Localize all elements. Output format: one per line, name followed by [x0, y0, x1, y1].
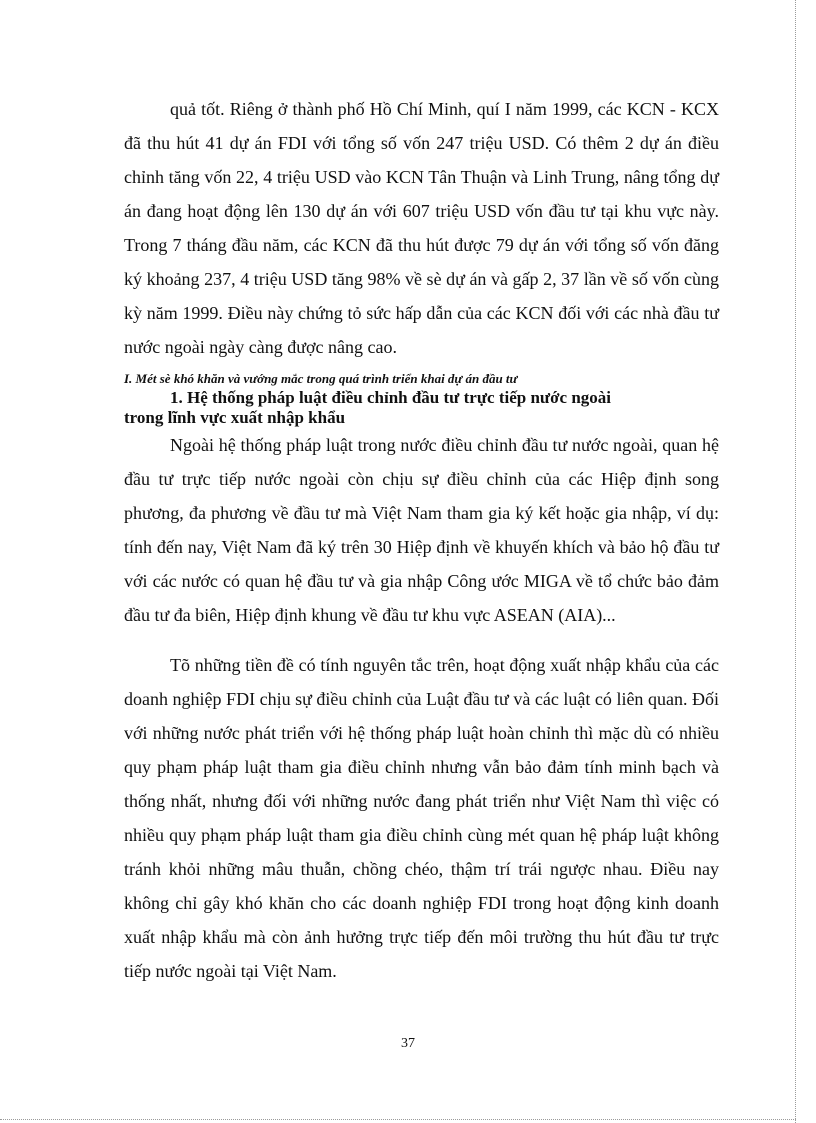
subheading-line-1: 1. Hệ thống pháp luật điều chỉnh đầu tư trực tiếp nước ngoài	[170, 388, 612, 407]
paragraph-continued: quả tốt. Riêng ở thành phố Hồ Chí Minh, quí I năm 1999, các KCN - KCX đã thu hút 41 dự án FDI với tổng số vốn 247 triệu USD. Có thêm 2 dự án điều chỉnh tăng vốn 22, 4 triệu USD vào KCN Tân Thuận và Linh Trung, nâng tổng dự án đang hoạt động lên 130 dự án với 607 triệu USD vốn đầu tư tại khu vực này. Trong 7 tháng đầu năm, các KCN đã thu hút được 79 dự án với tổng số vốn đăng ký khoảng 237, 4 triệu USD tăng 98% về sè dự án và gấp 2, 37 lần về số vốn cùng kỳ năm 1999. Điều này chứng tỏ sức hấp dẫn của các KCN đối với các nhà đầu tư nước ngoài ngày càng được nâng cao.	[124, 99, 719, 357]
page-number: 37	[401, 1036, 415, 1051]
section-heading: I. Mét sè khó khăn và vướng mắc trong quá trình triển khai dự án đầu tư	[124, 371, 518, 386]
paragraph-fdi-regulation: Tõ những tiền đề có tính nguyên tắc trên, hoạt động xuất nhập khẩu của các doanh nghiệp FDI chịu sự điều chỉnh của Luật đầu tư và các luật có liên quan. Đối với những nước phát triển với hệ thống pháp luật hoàn chỉnh thì mặc dù có nhiều quy phạm pháp luật tham gia điều chỉnh nhưng vẫn bảo đảm tính minh bạch và thống nhất, nhưng đối với những nước đang phát triển như Việt Nam thì việc có nhiều quy phạm pháp luật tham gia điều chỉnh cùng mét quan hệ pháp luật không tránh khỏi những mâu thuẫn, chồng chéo, thậm trí trái ngược nhau. Điều nay không chỉ gây khó khăn cho các doanh nghiệp FDI trong hoạt động kinh doanh xuất nhập khẩu mà còn ảnh hưởng trực tiếp đến môi trường thu hút đầu tư trực tiếp nước ngoài tại Việt Nam.	[124, 655, 719, 981]
document-body	[124, 92, 719, 988]
page-border-bottom	[0, 1119, 796, 1120]
subheading	[124, 388, 719, 428]
page-border-right	[795, 0, 796, 1123]
subheading-line-2: trong lĩnh vực xuất nhập khẩu	[124, 408, 346, 427]
paragraph-legal-framework: Ngoài hệ thống pháp luật trong nước điều chỉnh đầu tư nước ngoài, quan hệ đầu tư trực tiếp nước ngoài còn chịu sự điều chỉnh của các Hiệp định song phương, đa phương về đầu tư mà Việt Nam tham gia ký kết hoặc gia nhập, ví dụ: tính đến nay, Việt Nam đã ký trên 30 Hiệp định về khuyến khích và bảo hộ đầu tư với các nước có quan hệ đầu tư và gia nhập Công ước MIGA về tổ chức bảo đảm đầu tư đa biên, Hiệp định khung về đầu tư khu vực ASEAN (AIA)...	[124, 435, 719, 625]
